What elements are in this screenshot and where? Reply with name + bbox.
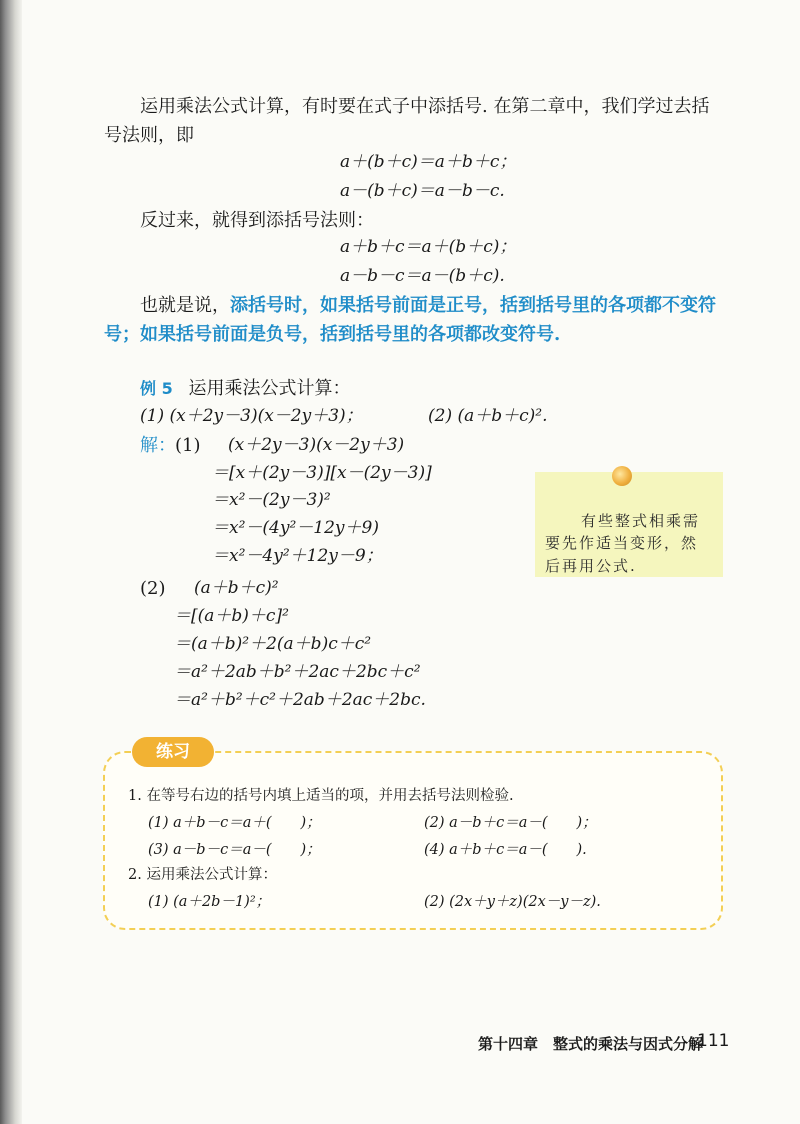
exercise-question-1: 1. 在等号右边的括号内填上适当的项，并用去括号法则检验. bbox=[128, 788, 514, 804]
side-note-line-3: 后再用公式. bbox=[545, 557, 637, 575]
example-heading bbox=[140, 378, 350, 400]
exercise-1-part-2: (2) a－b＋c＝a－( )； bbox=[424, 815, 597, 831]
intro-line-1: 运用乘法公式计算，有时要在式子中添括号. 在第二章中，我们学过去括 bbox=[140, 96, 710, 117]
solution-2-line-3: ＝a²＋2ab＋b²＋2ac＋2bc＋c² bbox=[174, 662, 421, 682]
solution-1-line-0: (x＋2y－3)(x－2y＋3) bbox=[228, 435, 405, 455]
solution-2-head: (2) bbox=[140, 578, 166, 599]
pushpin-icon bbox=[612, 466, 632, 486]
chapter-footer: 第十四章 整式的乘法与因式分解 bbox=[478, 1035, 704, 1053]
exercise-2-part-1: (1) (a＋2b－1)²； bbox=[148, 894, 271, 910]
intro-line-4-lead: 也就是说， bbox=[140, 295, 230, 316]
page-number: 111 bbox=[697, 1031, 730, 1051]
example-question-1: (1) (x＋2y－3)(x－2y＋3)； bbox=[140, 406, 363, 426]
solution-1-line-2: ＝x²－(2y－3)² bbox=[212, 490, 331, 510]
solution-2-line-1: ＝[(a＋b)＋c]² bbox=[174, 606, 289, 626]
exercise-2-part-2: (2) (2x＋y＋z)(2x－y－z). bbox=[424, 894, 601, 910]
intro-line-3: 反过来，就得到添括号法则： bbox=[140, 210, 374, 231]
rule-4: a－b－c＝a－(b＋c). bbox=[340, 266, 505, 286]
exercise-1-part-4: (4) a＋b＋c＝a－( ). bbox=[424, 842, 587, 858]
intro-line-4 bbox=[140, 295, 716, 317]
intro-line-2: 号法则，即 bbox=[104, 125, 194, 146]
exercise-tag: 练习 bbox=[132, 737, 214, 767]
solution-label: 解： bbox=[140, 435, 176, 456]
side-note bbox=[535, 472, 723, 577]
exercise-1-part-3: (3) a－b－c＝a－( )； bbox=[148, 842, 321, 858]
solution-1-line-3: ＝x²－(4y²－12y＋9) bbox=[212, 518, 379, 538]
solution-1-head: (1) bbox=[175, 435, 201, 456]
solution-2-line-2: ＝(a＋b)²＋2(a＋b)c＋c² bbox=[174, 634, 372, 654]
example-title: 运用乘法公式计算： bbox=[188, 378, 351, 399]
example-question-2: (2) (a＋b＋c)². bbox=[428, 406, 548, 426]
highlight-rule-part-1: 添括号时，如果括号前面是正号，括到括号里的各项都不变符 bbox=[230, 295, 716, 316]
example-label: 例 5 bbox=[140, 379, 173, 398]
exercise-question-2: 2. 运用乘法公式计算： bbox=[128, 867, 277, 883]
highlight-rule-part-2: 号；如果括号前面是负号，括到括号里的各项都改变符号. bbox=[104, 324, 561, 345]
solution-2-line-4: ＝a²＋b²＋c²＋2ab＋2ac＋2bc. bbox=[174, 690, 426, 710]
rule-1: a＋(b＋c)＝a＋b＋c； bbox=[340, 152, 517, 172]
solution-1-line-1: ＝[x＋(2y－3)][x－(2y－3)] bbox=[212, 463, 432, 483]
rule-2: a－(b＋c)＝a－b－c. bbox=[340, 181, 505, 201]
rule-3: a＋b＋c＝a＋(b＋c)； bbox=[340, 237, 517, 257]
side-note-line-1: 有些整式相乘需 bbox=[581, 512, 701, 530]
side-note-line-2: 要先作适当变形，然 bbox=[545, 534, 699, 552]
book-spine-shadow bbox=[0, 0, 22, 1124]
solution-2-line-0: (a＋b＋c)² bbox=[194, 578, 279, 598]
exercise-1-part-1: (1) a＋b－c＝a＋( )； bbox=[148, 815, 321, 831]
solution-1-line-4: ＝x²－4y²＋12y－9； bbox=[212, 546, 383, 566]
